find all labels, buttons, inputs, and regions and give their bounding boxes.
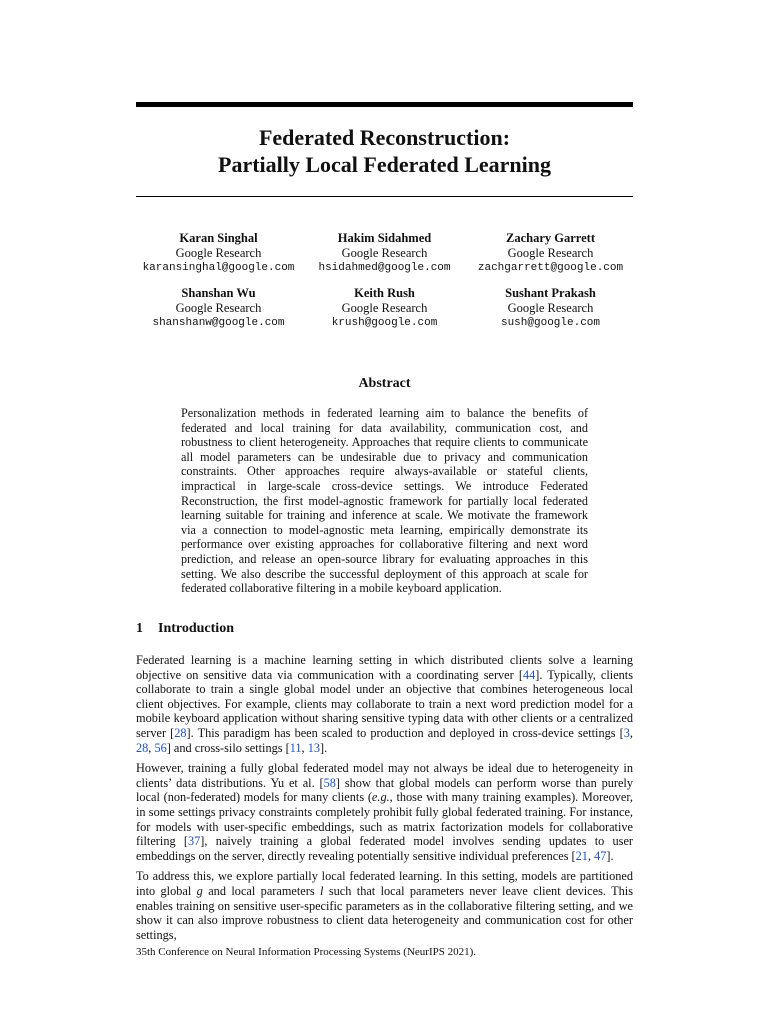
author-block <box>136 231 633 341</box>
citation-link[interactable]: 28 <box>174 725 187 740</box>
author-affiliation: Google Research <box>175 246 262 260</box>
text-run: ]. This paradigm has been scaled to production and deployed in cross-device settings [ <box>186 725 624 740</box>
author-email[interactable]: hsidahmed@google.com <box>318 262 451 274</box>
abstract-heading: Abstract <box>358 376 411 391</box>
author-name: Shanshan Wu <box>181 286 256 300</box>
citation-link[interactable]: 21 <box>575 848 588 863</box>
text-run: ]. <box>606 848 614 863</box>
citation-link[interactable]: 58 <box>323 775 336 790</box>
paper-title <box>136 124 633 178</box>
author-affiliation: Google Research <box>341 246 428 260</box>
title-line-1: Federated Reconstruction: <box>258 125 511 150</box>
intro-paragraph-1: Federated learning is a machine learning setting in which distributed clients solve a learning objective on sensitive data via communication with a coordinating server [44]. Typically, clients collaborate to train a single global model under an objective that combines heterogeneous local client objectives. For example, clients may collaborate to train a next word prediction model for a mobile keyboard application without sharing sensitive typing data with other clients or a centralized server [28]. This paradigm has been scaled to production and deployed in cross-device settings [3, 28, 56] and cross-silo settings [11, 13]. <box>136 653 634 755</box>
text-run: However, training a fully global federated model may not always be ideal due to heterogeneity in clients’ data distributions. Yu et al. [ <box>136 761 633 790</box>
math-symbol: g <box>196 883 203 898</box>
author-card <box>302 231 467 276</box>
text-run: ] and cross-silo settings [ <box>166 740 290 755</box>
author-name: Sushant Prakash <box>505 286 596 300</box>
author-affiliation: Google Research <box>507 301 594 315</box>
author-name: Keith Rush <box>354 286 415 300</box>
intro-paragraph-2: However, training a fully global federated model may not always be ideal due to heterogeneity in clients’ data distributions. Yu et al. [58] show that global models can perform worse than purely local (non-federated) models for many clients (e.g., those with many training examples). Moreover, in some settings privacy constraints completely prohibit fully global federated training. For instance, for models with user-specific embeddings, such as matrix factorization models for collaborative filtering [37], naively training a global federated model involves sending updates to user embeddings on the server, directly revealing potentially sensitive individual preferences [21, 47]. <box>136 761 634 863</box>
citation-link[interactable]: 11 <box>289 740 302 755</box>
text-run: ]. Typically, clients collaborate to train a single global model under an objective that combines heterogeneous local client objectives. For example, clients may collaborate to train a next word prediction model for a mobile keyboard application without sharing sensitive typing data with other clients or a centralized server [ <box>136 667 634 740</box>
citation-link[interactable]: 44 <box>522 667 536 682</box>
text-run: ] show that global models can perform worse than purely local (non-federated) models for many clients ( <box>136 775 634 805</box>
author-card <box>468 286 633 331</box>
text-run: ]. <box>320 740 328 755</box>
math-symbol: l <box>320 883 324 898</box>
title-top-rule <box>136 102 633 107</box>
author-email[interactable]: krush@google.com <box>331 317 438 329</box>
author-email[interactable]: karansinghal@google.com <box>142 262 295 274</box>
author-card <box>136 231 301 276</box>
citation-link[interactable]: 28 <box>136 740 149 755</box>
citation-link[interactable]: 47 <box>594 848 607 863</box>
text-run: ], naively training a global federated model involves sending updates to user embeddings on the server, directly revealing potentially sensitive individual preferences [ <box>136 834 634 863</box>
author-name: Hakim Sidahmed <box>337 231 432 245</box>
author-name: Zachary Garrett <box>506 231 595 245</box>
author-email[interactable]: zachgarrett@google.com <box>477 262 624 274</box>
author-row-2 <box>136 286 633 331</box>
title-bottom-rule <box>136 196 633 197</box>
text-run-italic: e.g., <box>371 790 393 805</box>
text-run: those with many training examples). Moreover, in some settings privacy constraints completely prohibit fully global federated training. For instance, for models with user-specific embeddings, such as matrix factorization models for collaborative filtering [ <box>136 790 633 849</box>
author-name: Karan Singhal <box>179 231 258 245</box>
author-card <box>302 286 467 331</box>
conference-footnote: 35th Conference on Neural Information Processing Systems (NeurIPS 2021). <box>136 946 477 958</box>
author-email[interactable]: sush@google.com <box>500 317 601 329</box>
citation-link[interactable]: 13 <box>307 740 320 755</box>
title-line-2: Partially Local Federated Learning <box>218 152 551 177</box>
citation-link[interactable]: 37 <box>187 834 201 849</box>
author-affiliation: Google Research <box>341 301 428 315</box>
author-card <box>468 231 633 276</box>
text-run: and local parameters <box>202 883 321 898</box>
text-run: Federated learning is a machine learning setting in which distributed clients solve a learning objective on sensitive data via communication with a coordinating server [ <box>136 653 633 682</box>
citation-link[interactable]: 3 <box>623 725 630 740</box>
author-affiliation: Google Research <box>507 246 594 260</box>
author-affiliation: Google Research <box>175 301 262 315</box>
author-email[interactable]: shanshanw@google.com <box>152 317 285 329</box>
section-number: 1 <box>136 621 143 636</box>
introduction-body <box>136 653 633 948</box>
citation-link[interactable]: 56 <box>154 740 167 755</box>
text-run: To address this, we explore partially local federated learning. In this setting, models are partitioned into global <box>136 869 633 898</box>
section-title-text: Introduction <box>158 621 234 636</box>
text-run: such that local parameters never leave client devices. This enables training on sensitive user-specific parameters as in the collaborative filtering setting, and we show it can also improve robustness to client data heterogeneity and communication cost for other settings, <box>136 883 633 942</box>
author-card <box>136 286 301 331</box>
abstract-text: Personalization methods in federated learning aim to balance the benefits of federated and local training for data availability, communication cost, and robustness to client heterogeneity. Approaches that require clients to communicate all model parameters can be undesirable due to privacy and communication constraints. Other approaches require always-available or stateful clients, impractical in large-scale cross-device settings. We introduce Federated Reconstruction, the first model-agnostic framework for partially local federated learning suitable for training and inference at scale. We motivate the framework via a connection to model-agnostic meta learning, empirically demonstrate its performance over existing approaches for collaborative filtering and next word prediction, and release an open-source library for evaluating approaches in this setting. We also describe the successful deployment of this approach at scale for federated collaborative filtering in a mobile keyboard application. <box>181 406 588 596</box>
intro-paragraph-3 <box>136 869 633 942</box>
author-row-1 <box>136 231 633 276</box>
section-heading <box>136 621 234 637</box>
